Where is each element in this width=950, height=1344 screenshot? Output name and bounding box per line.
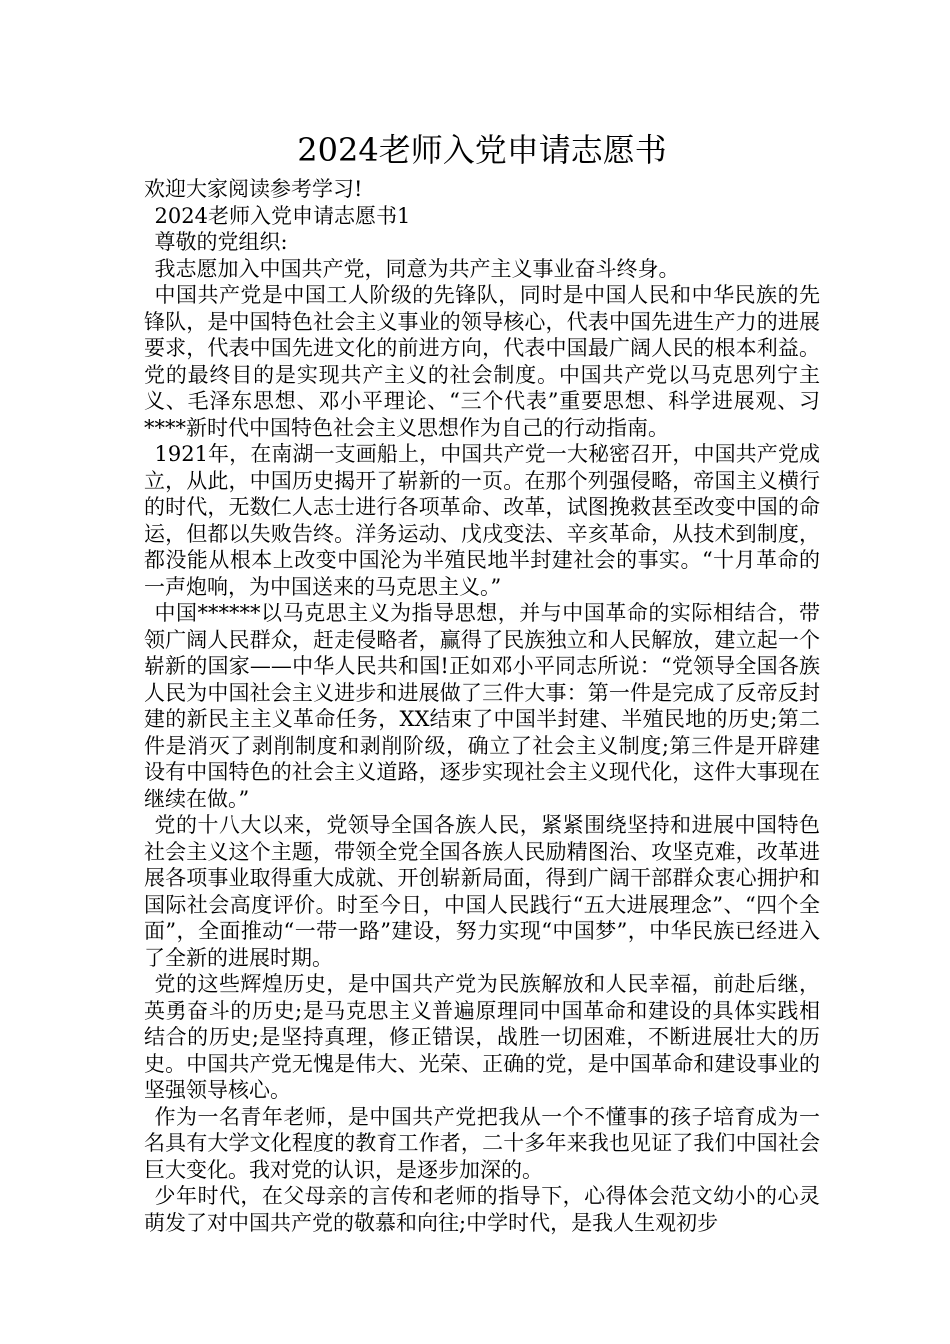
document-page xyxy=(144,128,820,1236)
document-title: 2024老师入党申请志愿书 xyxy=(297,131,667,169)
paragraph-5: 党的十八大以来，党领导全国各族人民，紧紧围绕坚持和进展中国特色社会主义这个主题，带领全党全国各族人民励精图治、攻坚克难，改革进展各项事业取得重大成就、开创崭新局面，得到广阔干部群众衷心拥护和国际社会高度评价。时至今日，中国人民践行“五大进展理念”、“四个全面”，全面推动“一带一路”建设，努力实现“中国梦”，中华民族已经进入了全新的进展时期。 xyxy=(144,813,820,970)
salutation-line: 尊敬的党组织: xyxy=(154,230,288,254)
paragraph-8: 少年时代，在父母亲的言传和老师的指导下，心得体会范文幼小的心灵萌发了对中国共产党的敬慕和向往;中学时代，是我人生观初步 xyxy=(144,1184,820,1235)
paragraph-2: 中国共产党是中国工人阶级的先锋队，同时是中国人民和中华民族的先锋队，是中国特色社会主义事业的领导核心，代表中国先进生产力的进展要求，代表中国先进文化的前进方向，代表中国最广阔人民的根本利益。党的最终目的是实现共产主义的社会制度。中国共产党以马克思列宁主义、毛泽东思想、邓小平理论、“三个代表”重要思想、科学进展观、习****新时代中国特色社会主义思想作为自己的行动指南。 xyxy=(144,283,820,440)
subtitle-line: 2024老师入党申请志愿书1 xyxy=(154,203,411,228)
paragraph-6: 党的这些辉煌历史，是中国共产党为民族解放和人民幸福，前赴后继，英勇奋斗的历史;是马克思主义普遍原理同中国革命和建设的具体实践相结合的历史;是坚持真理，修正错误，战胜一切困难，不断进展壮大的历史。中国共产党无愧是伟大、光荣、正确的党，是中国革命和建设事业的坚强领导核心。 xyxy=(144,972,820,1102)
intro-line: 欢迎大家阅读参考学习! xyxy=(144,177,363,201)
paragraph-3: 1921年，在南湖一支画船上，中国共产党一大秘密召开，中国共产党成立，从此，中国历史揭开了崭新的一页。在那个列强侵略，帝国主义横行的时代，无数仁人志士进行各项革命、改革，试图挽救甚至改变中国的命运，但都以失败告终。洋务运动、戊戌变法、辛亥革命，从技术到制度，都没能从根本上改变中国沦为半殖民地半封建社会的事实。“十月革命的一声炮响，为中国送来的马克思主义。” xyxy=(144,442,820,599)
paragraph-7: 作为一名青年老师，是中国共产党把我从一个不懂事的孩子培育成为一名具有大学文化程度的教育工作者，二十多年来我也见证了我们中国社会巨大变化。我对党的认识，是逐步加深的。 xyxy=(144,1104,820,1182)
paragraph-1: 我志愿加入中国共产党，同意为共产主义事业奋斗终身。 xyxy=(154,256,680,281)
paragraph-4: 中国******以马克思主义为指导思想，并与中国革命的实际相结合，带领广阔人民群众，赶走侵略者，赢得了民族独立和人民解放，建立起一个崭新的国家——中华人民共和国!正如邓小平同志所说：“党领导全国各族人民为中国社会主义进步和进展做了三件大事：第一件是完成了反帝反封建的新民主主义革命任务，XX结束了中国半封建、半殖民地的历史;第二件是消灭了剥削制度和剥削阶级，确立了社会主义制度;第三件是开辟建设有中国特色的社会主义道路，逐步实现社会主义现代化，这件大事现在继续在做。” xyxy=(144,601,820,811)
